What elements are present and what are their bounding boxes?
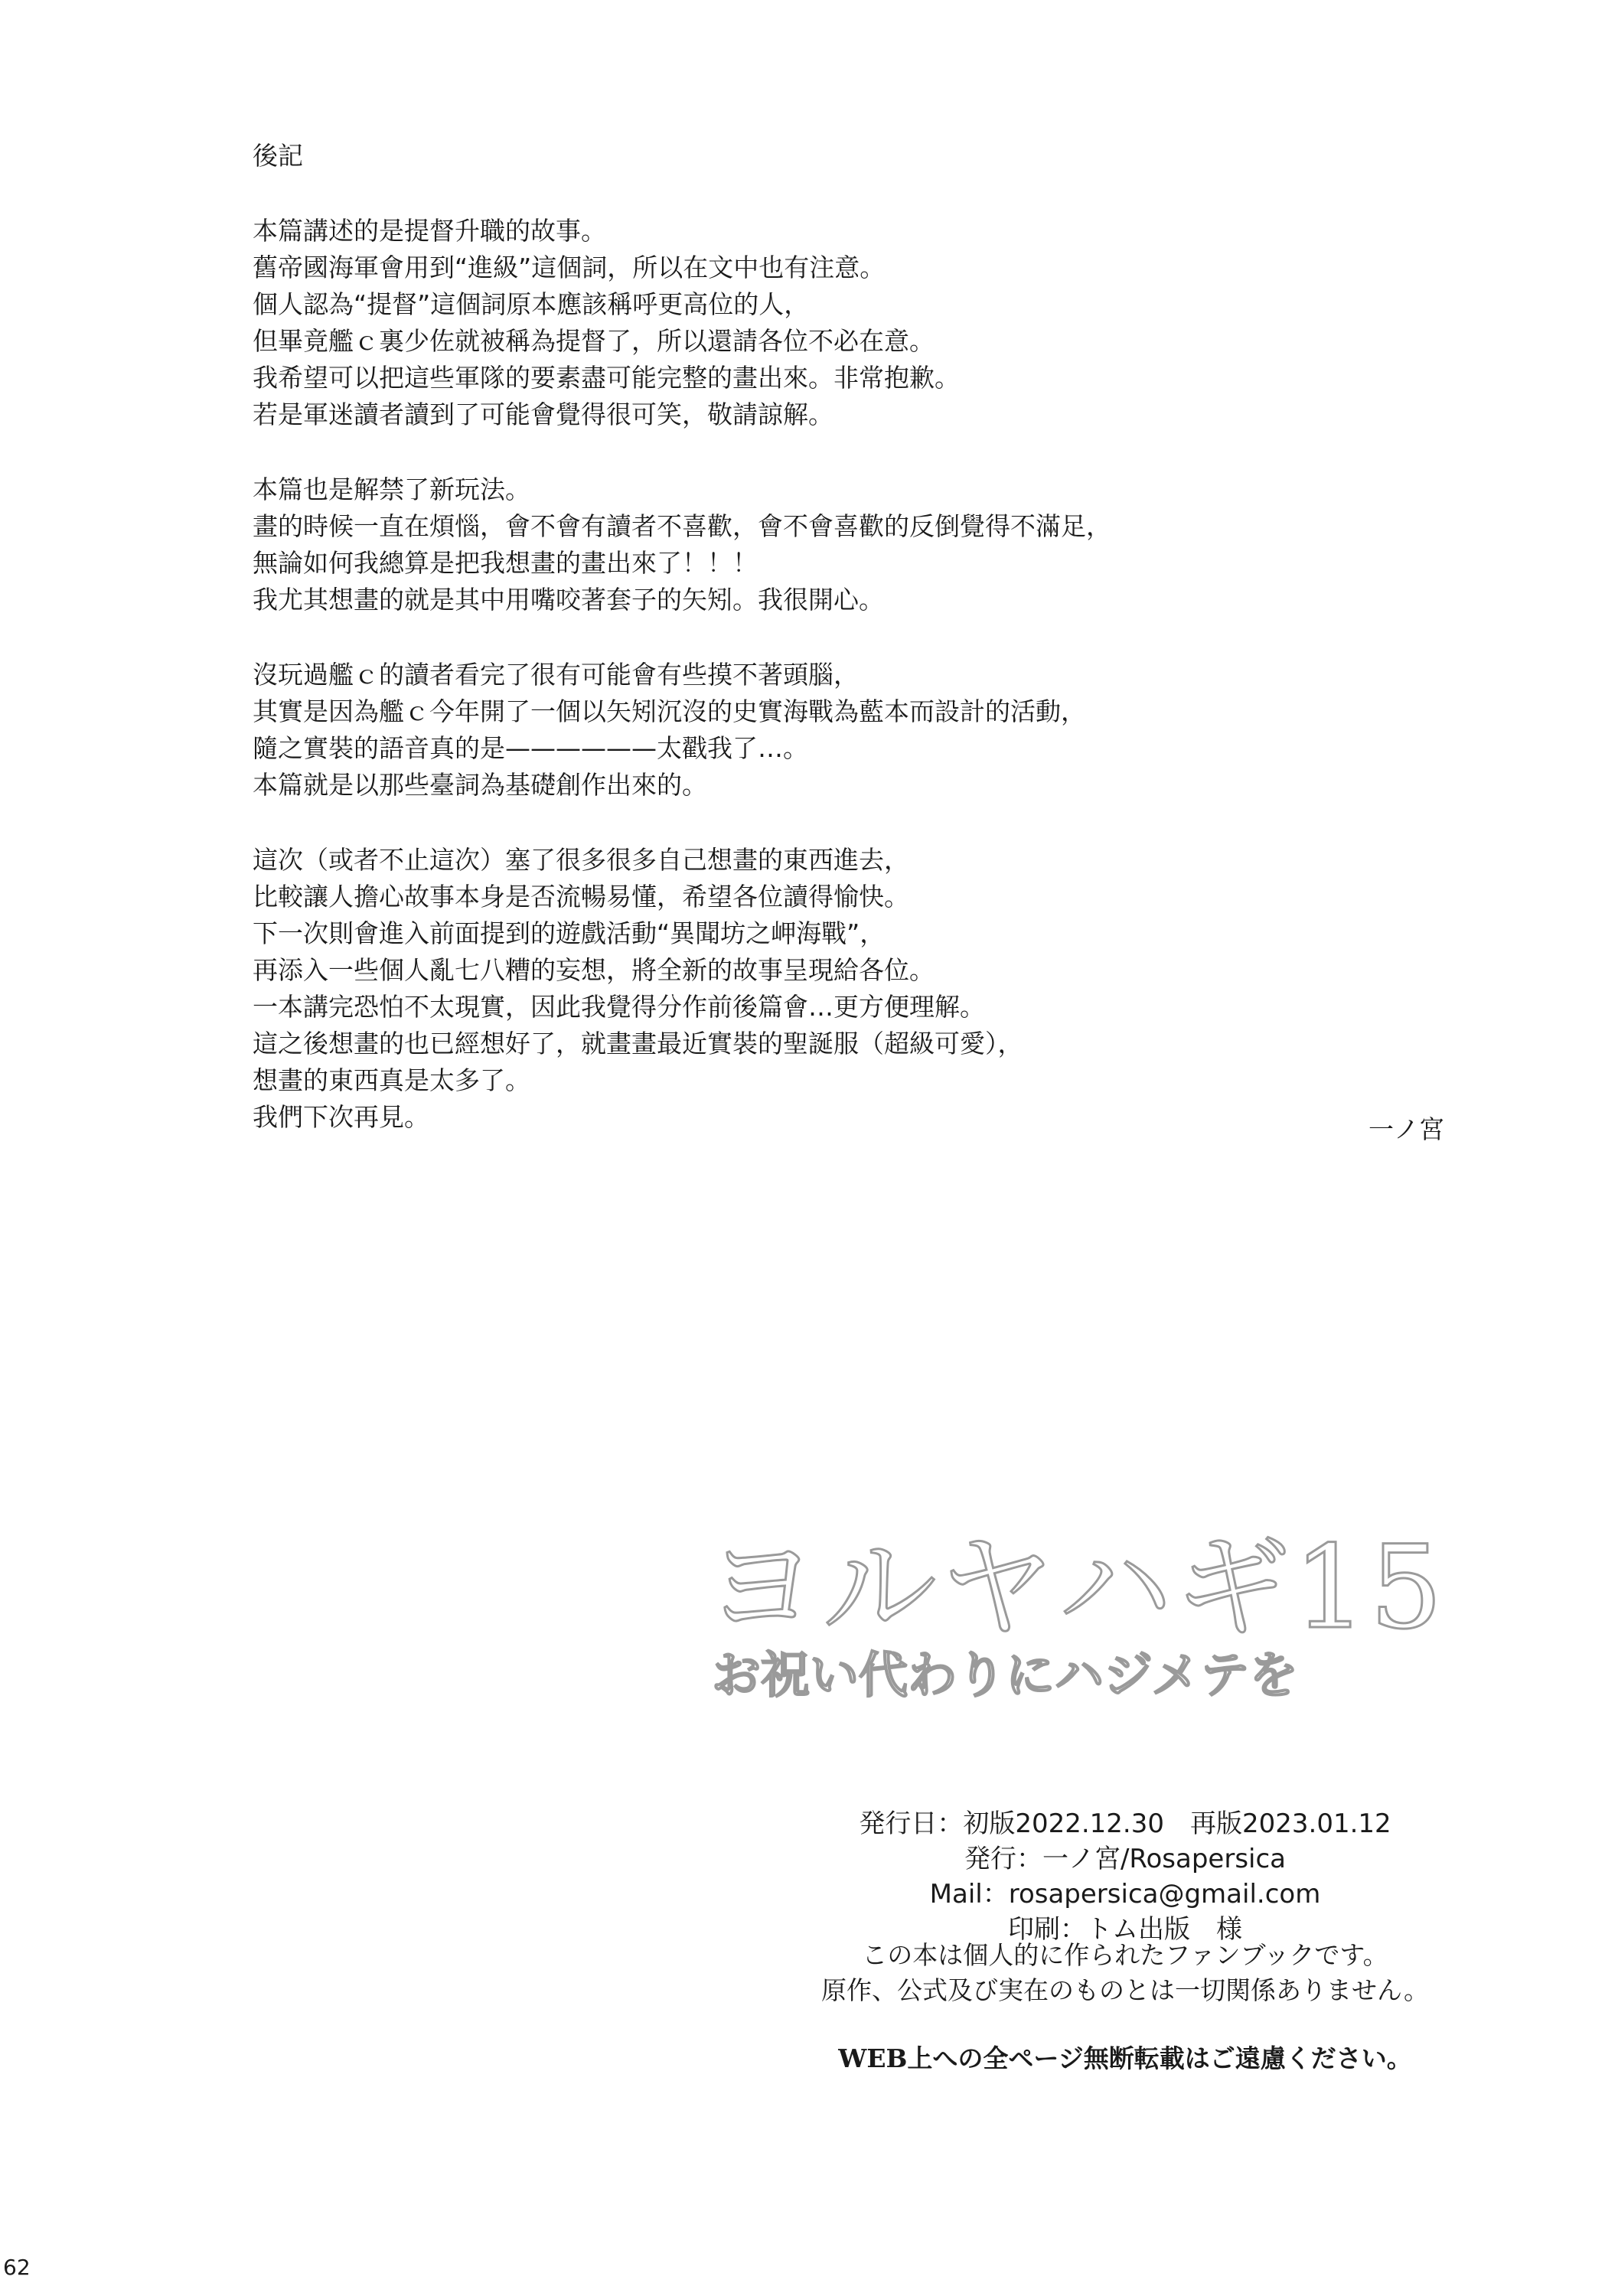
afterword-line: 隨之實裝的語音真的是——————太戳我了…。 (253, 733, 808, 763)
afterword-paragraph (253, 213, 1477, 433)
colophon-mail: Mail：rosapersica@gmail.com (929, 1879, 1321, 1910)
afterword-line: 畫的時候一直在煩惱，會不會有讀者不喜歡，會不會喜歡的反倒覺得不滿足， (253, 511, 1111, 541)
book-title-subtitle: お祝い代わりにハジメテを (712, 1648, 1299, 1704)
afterword-line: 我希望可以把這些軍隊的要素盡可能完整的畫出來。非常抱歉。 (253, 363, 960, 393)
afterword-line: 下一次則會進入前面提到的遊戲活動“異聞坊之岬海戰”， (253, 918, 886, 948)
afterword-line: 我尤其想畫的就是其中用嘴咬著套子的矢矧。我很開心。 (253, 585, 884, 615)
afterword-line: 若是軍迷讀者讀到了可能會覺得很可笑，敬請諒解。 (253, 400, 833, 429)
book-title-logo (704, 1521, 1470, 1707)
afterword-paragraph (253, 842, 1477, 1136)
notice-line: 原作、公式及び実在のものとは一切関係ありません。 (821, 1975, 1429, 2005)
book-title-main: ヨルヤハギ15 (704, 1521, 1446, 1655)
notice-line: この本は個人的に作られたファンブックです。 (862, 1940, 1388, 1970)
colophon (796, 1806, 1454, 1947)
afterword-line: 本篇也是解禁了新玩法。 (253, 475, 530, 504)
afterword-line: 本篇就是以那些臺詞為基礎創作出來的。 (253, 770, 707, 800)
author-signature: 一ノ宮 (1368, 1114, 1444, 1144)
fanbook-notice (796, 1938, 1454, 2008)
afterword-line: 一本講完恐怕不太現實，因此我覺得分作前後篇會…更方便理解。 (253, 992, 985, 1022)
afterword-paragraph (253, 657, 1477, 804)
afterword-line: 比較讓人擔心故事本身是否流暢易懂，希望各位讀得愉快。 (253, 882, 909, 912)
afterword-line: 本篇講述的是提督升職的故事。 (253, 216, 606, 246)
afterword-line: 再添入一些個人亂七八糟的妄想，將全新的故事呈現給各位。 (253, 955, 935, 985)
colophon-publish-date: 発行日：初版2022.12.30 再版2023.01.12 (859, 1808, 1391, 1839)
afterword-line: 舊帝國海軍會用到“進級”這個詞，所以在文中也有注意。 (253, 253, 886, 282)
afterword-line: 這之後想畫的也已經想好了，就畫畫最近實裝的聖誕服（超級可愛）， (253, 1029, 1023, 1058)
reprint-notice: WEB上への全ページ無断転載はご遠慮ください。 (838, 2043, 1412, 2073)
afterword-line: 想畫的東西真是太多了。 (253, 1065, 530, 1095)
page-number: 62 (3, 2255, 31, 2280)
afterword-line: 無論如何我總算是把我想畫的畫出來了！！！ (253, 548, 758, 578)
afterword-title: 後記 (253, 141, 303, 171)
afterword-line: 但畢竟艦ｃ裏少佐就被稱為提督了，所以還請各位不必在意。 (253, 326, 935, 356)
afterword-line: 沒玩過艦ｃ的讀者看完了很有可能會有些摸不著頭腦， (253, 660, 859, 690)
afterword-line: 個人認為“提督”這個詞原本應該稱呼更高位的人， (253, 289, 810, 319)
afterword-paragraph (253, 471, 1477, 618)
afterword-line: 這次（或者不止這次）塞了很多很多自己想畫的東西進去， (253, 845, 909, 875)
afterword-line: 其實是因為艦ｃ今年開了一個以矢矧沉沒的史實海戰為藍本而設計的活動， (253, 696, 1086, 726)
colophon-printer: 印刷：トム出版 様 (1008, 1914, 1242, 1945)
colophon-publisher: 発行：一ノ宮/Rosapersica (964, 1844, 1287, 1874)
afterword-line: 我們下次再見。 (253, 1102, 429, 1132)
afterword-section (253, 138, 1477, 1174)
